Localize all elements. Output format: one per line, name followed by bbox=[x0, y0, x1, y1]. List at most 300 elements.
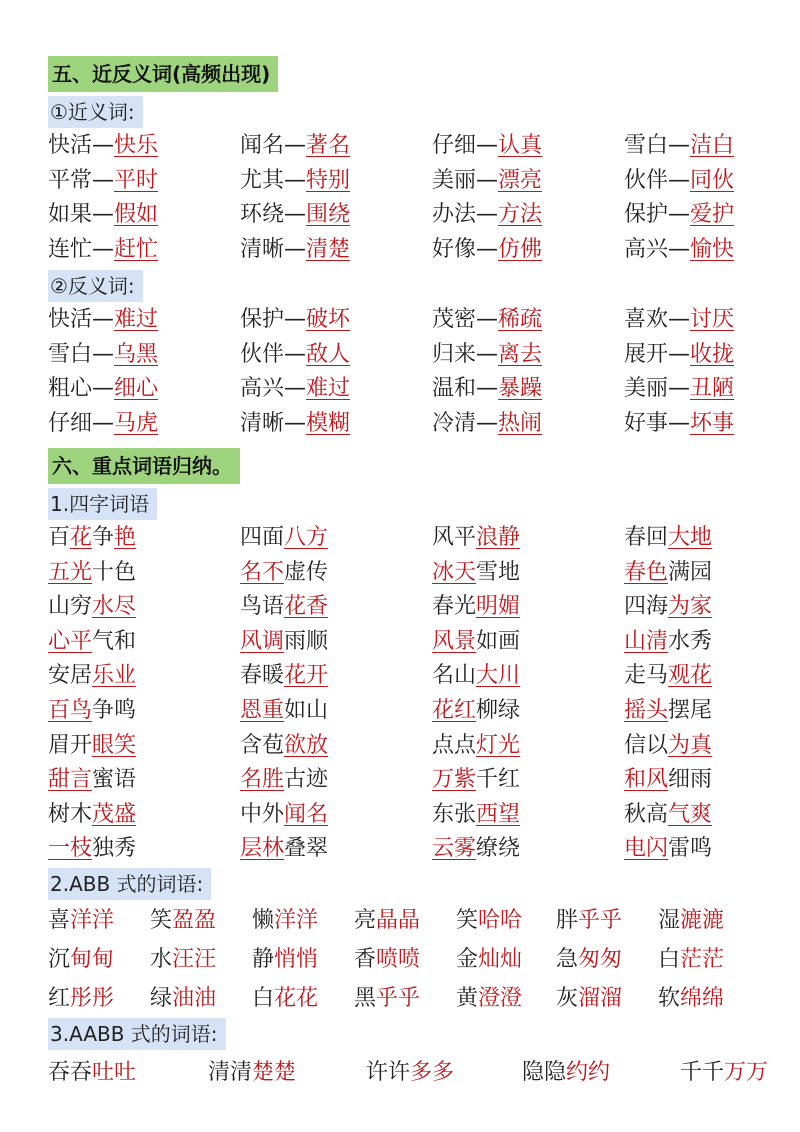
word-answer: 特别 bbox=[306, 167, 351, 193]
abb-a: 黄 bbox=[456, 986, 479, 1011]
idiom-given: 雷鸣 bbox=[668, 836, 713, 862]
word-pair bbox=[624, 338, 734, 372]
idiom-answer: 甜言 bbox=[48, 767, 93, 793]
idiom bbox=[240, 625, 328, 659]
idiom bbox=[48, 625, 136, 659]
idiom-answer: 欲放 bbox=[284, 732, 329, 758]
word-answer: 洁白 bbox=[690, 133, 735, 158]
word-key: 如果— bbox=[48, 202, 115, 227]
word-answer: 清楚 bbox=[306, 236, 351, 262]
word-answer: 漂亮 bbox=[498, 167, 543, 193]
word-key: 冷清— bbox=[432, 410, 499, 436]
abb-label: 2.ABB 式的词语: bbox=[48, 868, 211, 900]
idiom-answer: 恩重 bbox=[240, 698, 285, 723]
word-pair bbox=[624, 303, 734, 337]
idiom-given: 雨顺 bbox=[284, 628, 329, 654]
idiom-given: 蜜语 bbox=[92, 767, 137, 793]
word-pair bbox=[624, 407, 734, 441]
idiom-given: 争鸣 bbox=[92, 698, 137, 723]
aabb-bb: 吐吐 bbox=[92, 1060, 137, 1085]
idiom bbox=[240, 832, 328, 866]
abb-a: 软 bbox=[658, 986, 681, 1011]
idiom-given: 缭绕 bbox=[476, 836, 521, 862]
word-pair bbox=[48, 303, 158, 337]
idiom bbox=[432, 659, 520, 693]
word-key: 雪白— bbox=[48, 341, 115, 367]
abb-word bbox=[556, 943, 622, 977]
word-pair bbox=[240, 198, 350, 232]
idiom bbox=[624, 556, 712, 590]
word-key: 清晰— bbox=[240, 236, 307, 262]
idiom bbox=[48, 798, 136, 832]
four-char-label: 1.四字词语 bbox=[48, 488, 157, 520]
word-key: 环绕— bbox=[240, 202, 307, 227]
word-pair bbox=[432, 372, 542, 406]
word-row bbox=[0, 164, 800, 198]
idiom-given: 叠翠 bbox=[284, 836, 329, 862]
idiom bbox=[432, 832, 520, 866]
idiom-answer: 眼笑 bbox=[92, 732, 137, 758]
idiom-answer: 花香 bbox=[284, 594, 329, 620]
idiom-answer: 花开 bbox=[284, 663, 329, 689]
word-key: 尤其— bbox=[240, 167, 307, 193]
idiom bbox=[624, 590, 712, 624]
aabb-bb: 楚楚 bbox=[252, 1060, 297, 1085]
word-answer: 假如 bbox=[114, 202, 159, 227]
word-pair bbox=[240, 303, 350, 337]
idiom-row bbox=[0, 590, 800, 624]
idiom bbox=[240, 521, 328, 555]
idiom bbox=[624, 832, 712, 866]
word-answer: 模糊 bbox=[306, 410, 351, 436]
idiom-answer: 艳 bbox=[114, 525, 137, 550]
idiom-answer: 为家 bbox=[668, 594, 713, 620]
idiom-row bbox=[0, 694, 800, 728]
word-key: 美丽— bbox=[624, 376, 691, 401]
idiom-answer: 名不 bbox=[240, 559, 285, 585]
abb-word bbox=[456, 943, 522, 977]
idiom-given: 独秀 bbox=[92, 836, 137, 862]
idiom-given: 点点 bbox=[432, 732, 477, 758]
abb-a: 静 bbox=[252, 947, 275, 972]
idiom-given: 信以 bbox=[624, 732, 669, 758]
aabb-label: 3.AABB 式的词语: bbox=[48, 1018, 226, 1050]
idiom-answer: 冰天 bbox=[432, 559, 477, 585]
idiom bbox=[240, 556, 328, 590]
abb-a: 香 bbox=[354, 947, 377, 972]
word-answer: 热闹 bbox=[498, 410, 543, 436]
idiom-row bbox=[0, 763, 800, 797]
word-answer: 离去 bbox=[498, 341, 543, 367]
idiom-row bbox=[0, 798, 800, 832]
word-pair bbox=[432, 129, 542, 163]
word-pair bbox=[48, 129, 158, 163]
idiom-answer: 山清 bbox=[624, 628, 669, 654]
word-row bbox=[0, 407, 800, 441]
idiom-given: 山穷 bbox=[48, 594, 93, 620]
idiom-row bbox=[0, 521, 800, 555]
abb-bb: 喷喷 bbox=[376, 947, 421, 972]
abb-a: 懒 bbox=[252, 908, 275, 933]
word-pair bbox=[624, 233, 734, 267]
abb-word bbox=[252, 904, 318, 938]
abb-a: 笑 bbox=[456, 908, 479, 933]
idiom-given: 风平 bbox=[432, 525, 477, 550]
word-answer: 暴躁 bbox=[498, 376, 543, 401]
word-key: 高兴— bbox=[240, 376, 307, 401]
idiom bbox=[240, 590, 328, 624]
idiom-given: 千红 bbox=[476, 767, 521, 793]
word-key: 粗心— bbox=[48, 376, 115, 401]
aabb-aa: 吞吞 bbox=[48, 1060, 93, 1085]
idiom-given: 含苞 bbox=[240, 732, 285, 758]
idiom-answer: 云雾 bbox=[432, 836, 477, 862]
idiom bbox=[432, 521, 520, 555]
abb-word bbox=[150, 943, 216, 977]
idiom-given: 摆尾 bbox=[668, 698, 713, 723]
abb-bb: 乎乎 bbox=[578, 908, 623, 933]
word-answer: 坏事 bbox=[690, 410, 735, 436]
word-answer: 讨厌 bbox=[690, 307, 735, 332]
idiom-answer: 和风 bbox=[624, 767, 669, 793]
word-pair bbox=[240, 372, 350, 406]
abb-a: 黑 bbox=[354, 986, 377, 1011]
word-key: 清晰— bbox=[240, 410, 307, 436]
section6-title: 六、重点词语归纳。 bbox=[48, 448, 240, 484]
idiom-given: 四面 bbox=[240, 525, 285, 550]
word-pair bbox=[432, 338, 542, 372]
word-row bbox=[0, 129, 800, 163]
word-answer: 马虎 bbox=[114, 410, 159, 436]
idiom-given: 满园 bbox=[668, 559, 713, 585]
abb-a: 亮 bbox=[354, 908, 377, 933]
idiom-answer: 浪静 bbox=[476, 525, 521, 550]
idiom bbox=[48, 694, 136, 728]
idiom bbox=[624, 625, 712, 659]
idiom-given: 百 bbox=[48, 525, 71, 550]
aabb-word bbox=[208, 1056, 296, 1090]
word-answer: 同伙 bbox=[690, 167, 735, 193]
idiom-given: 柳绿 bbox=[476, 698, 521, 723]
abb-a: 笑 bbox=[150, 908, 173, 933]
word-key: 闻名— bbox=[240, 133, 307, 158]
word-pair bbox=[240, 233, 350, 267]
idiom-answer: 大川 bbox=[476, 663, 521, 689]
aabb-word bbox=[522, 1056, 610, 1090]
word-row bbox=[0, 233, 800, 267]
idiom-given: 如山 bbox=[284, 698, 329, 723]
abb-a: 金 bbox=[456, 947, 479, 972]
aabb-aa: 隐隐 bbox=[522, 1060, 567, 1085]
idiom-row bbox=[0, 729, 800, 763]
idiom-given: 雪地 bbox=[476, 559, 521, 585]
abb-word bbox=[658, 982, 724, 1016]
word-key: 仔细— bbox=[432, 133, 499, 158]
abb-word bbox=[48, 982, 114, 1016]
idiom-given: 水秀 bbox=[668, 628, 713, 654]
word-answer: 认真 bbox=[498, 133, 543, 158]
abb-a: 湿 bbox=[658, 908, 681, 933]
abb-a: 胖 bbox=[556, 908, 579, 933]
idiom-answer: 西望 bbox=[476, 801, 521, 827]
word-pair bbox=[48, 233, 158, 267]
word-key: 办法— bbox=[432, 202, 499, 227]
abb-a: 急 bbox=[556, 947, 579, 972]
word-key: 展开— bbox=[624, 341, 691, 367]
idiom-row bbox=[0, 625, 800, 659]
idiom bbox=[48, 729, 136, 763]
idiom-given: 走马 bbox=[624, 663, 669, 689]
abb-bb: 乎乎 bbox=[376, 986, 421, 1011]
abb-a: 白 bbox=[658, 947, 681, 972]
word-key: 好像— bbox=[432, 236, 499, 262]
idiom bbox=[432, 625, 520, 659]
synonyms-label: ①近义词: bbox=[48, 96, 143, 128]
abb-bb: 洋洋 bbox=[70, 908, 115, 933]
word-answer: 收拢 bbox=[690, 341, 735, 367]
word-answer: 方法 bbox=[498, 202, 543, 227]
word-pair bbox=[240, 407, 350, 441]
idiom-answer: 花 bbox=[70, 525, 93, 550]
aabb-word bbox=[48, 1056, 136, 1090]
abb-word bbox=[354, 904, 420, 938]
idiom-given: 如画 bbox=[476, 628, 521, 654]
idiom-given: 四海 bbox=[624, 594, 669, 620]
idiom bbox=[48, 521, 136, 555]
idiom bbox=[624, 798, 712, 832]
word-key: 高兴— bbox=[624, 236, 691, 262]
word-pair bbox=[432, 407, 542, 441]
word-answer: 围绕 bbox=[306, 202, 351, 227]
idiom bbox=[432, 556, 520, 590]
abb-bb: 茫茫 bbox=[680, 947, 725, 972]
idiom bbox=[624, 763, 712, 797]
idiom-answer: 春色 bbox=[624, 559, 669, 585]
section5-title: 五、近反义词(高频出现) bbox=[48, 56, 278, 92]
word-key: 伙伴— bbox=[240, 341, 307, 367]
idiom bbox=[624, 694, 712, 728]
idiom-answer: 明媚 bbox=[476, 594, 521, 620]
idiom-answer: 八方 bbox=[284, 525, 329, 550]
idiom-given: 眉开 bbox=[48, 732, 93, 758]
aabb-aa: 清清 bbox=[208, 1060, 253, 1085]
idiom bbox=[48, 763, 136, 797]
word-key: 快活— bbox=[48, 133, 115, 158]
idiom bbox=[624, 521, 712, 555]
abb-word bbox=[150, 982, 216, 1016]
idiom-given: 中外 bbox=[240, 801, 285, 827]
abb-bb: 哈哈 bbox=[478, 908, 523, 933]
abb-word bbox=[354, 943, 420, 977]
idiom bbox=[240, 798, 328, 832]
idiom-answer: 一枝 bbox=[48, 836, 93, 862]
idiom-answer: 茂盛 bbox=[92, 801, 137, 827]
idiom bbox=[432, 729, 520, 763]
abb-bb: 绵绵 bbox=[680, 986, 725, 1011]
abb-bb: 灿灿 bbox=[478, 947, 523, 972]
abb-word bbox=[658, 943, 724, 977]
abb-word bbox=[252, 982, 318, 1016]
abb-bb: 汪汪 bbox=[172, 947, 217, 972]
aabb-row bbox=[0, 1056, 800, 1090]
idiom-given: 名山 bbox=[432, 663, 477, 689]
word-key: 茂密— bbox=[432, 307, 499, 332]
idiom-given: 古迹 bbox=[284, 767, 329, 793]
abb-word bbox=[354, 982, 420, 1016]
idiom-answer: 万紫 bbox=[432, 767, 477, 793]
idiom-answer: 闻名 bbox=[284, 801, 329, 827]
abb-word bbox=[48, 943, 114, 977]
aabb-word bbox=[680, 1056, 768, 1090]
word-key: 雪白— bbox=[624, 133, 691, 158]
idiom-row bbox=[0, 556, 800, 590]
word-row bbox=[0, 338, 800, 372]
word-answer: 丑陋 bbox=[690, 376, 735, 401]
word-key: 仔细— bbox=[48, 410, 115, 436]
word-answer: 仿佛 bbox=[498, 236, 543, 262]
aabb-bb: 约约 bbox=[566, 1060, 611, 1085]
abb-word bbox=[252, 943, 318, 977]
word-pair bbox=[624, 129, 734, 163]
abb-bb: 晶晶 bbox=[376, 908, 421, 933]
word-answer: 乌黑 bbox=[114, 341, 159, 367]
idiom-given: 鸟语 bbox=[240, 594, 285, 620]
idiom-given: 细雨 bbox=[668, 767, 713, 793]
word-pair bbox=[432, 164, 542, 198]
abb-word bbox=[456, 982, 522, 1016]
idiom bbox=[624, 659, 712, 693]
word-answer: 难过 bbox=[114, 307, 159, 332]
idiom-answer: 五光 bbox=[48, 559, 93, 585]
word-pair bbox=[48, 372, 158, 406]
idiom-answer: 大地 bbox=[668, 525, 713, 550]
word-answer: 破坏 bbox=[306, 307, 351, 332]
word-key: 保护— bbox=[240, 307, 307, 332]
word-pair bbox=[624, 198, 734, 232]
idiom-answer: 名胜 bbox=[240, 767, 285, 793]
idiom-given: 争 bbox=[92, 525, 115, 550]
word-pair bbox=[432, 303, 542, 337]
word-key: 伙伴— bbox=[624, 167, 691, 193]
abb-word bbox=[48, 904, 114, 938]
idiom-given: 春暖 bbox=[240, 663, 285, 689]
word-key: 快活— bbox=[48, 307, 115, 332]
idiom bbox=[432, 763, 520, 797]
abb-bb: 油油 bbox=[172, 986, 217, 1011]
word-answer: 著名 bbox=[306, 133, 351, 158]
abb-word bbox=[556, 982, 622, 1016]
idiom-answer: 花红 bbox=[432, 698, 477, 723]
abb-bb: 盈盈 bbox=[172, 908, 217, 933]
idiom bbox=[432, 798, 520, 832]
idiom-answer: 风调 bbox=[240, 628, 285, 654]
abb-bb: 漉漉 bbox=[680, 908, 725, 933]
idiom-answer: 摇头 bbox=[624, 698, 669, 723]
word-answer: 快乐 bbox=[114, 133, 159, 158]
word-pair bbox=[432, 233, 542, 267]
abb-a: 水 bbox=[150, 947, 173, 972]
antonyms-label: ②反义词: bbox=[48, 270, 143, 302]
aabb-word bbox=[366, 1056, 454, 1090]
word-answer: 赶忙 bbox=[114, 236, 159, 262]
idiom-row bbox=[0, 659, 800, 693]
word-pair bbox=[240, 164, 350, 198]
idiom-row bbox=[0, 832, 800, 866]
word-key: 美丽— bbox=[432, 167, 499, 193]
word-key: 归来— bbox=[432, 341, 499, 367]
abb-bb: 花花 bbox=[274, 986, 319, 1011]
word-answer: 细心 bbox=[114, 376, 159, 401]
word-answer: 愉快 bbox=[690, 236, 735, 262]
abb-a: 喜 bbox=[48, 908, 71, 933]
abb-bb: 澄澄 bbox=[478, 986, 523, 1011]
abb-row bbox=[0, 982, 800, 1016]
idiom-given: 十色 bbox=[92, 559, 137, 585]
idiom bbox=[48, 659, 136, 693]
idiom-given: 春光 bbox=[432, 594, 477, 620]
idiom-given: 树木 bbox=[48, 801, 93, 827]
aabb-bb: 万万 bbox=[724, 1060, 769, 1085]
idiom bbox=[240, 659, 328, 693]
idiom-answer: 风景 bbox=[432, 628, 477, 654]
abb-a: 绿 bbox=[150, 986, 173, 1011]
word-row bbox=[0, 198, 800, 232]
aabb-aa: 许许 bbox=[366, 1060, 411, 1085]
idiom-answer: 乐业 bbox=[92, 663, 137, 689]
aabb-bb: 多多 bbox=[410, 1060, 455, 1085]
abb-row bbox=[0, 904, 800, 938]
word-row bbox=[0, 303, 800, 337]
word-answer: 敌人 bbox=[306, 341, 351, 367]
abb-bb: 洋洋 bbox=[274, 908, 319, 933]
abb-a: 灰 bbox=[556, 986, 579, 1011]
word-pair bbox=[48, 407, 158, 441]
word-answer: 平时 bbox=[114, 167, 159, 193]
abb-a: 红 bbox=[48, 986, 71, 1011]
abb-bb: 溜溜 bbox=[578, 986, 623, 1011]
abb-word bbox=[150, 904, 216, 938]
word-pair bbox=[624, 164, 734, 198]
word-pair bbox=[240, 338, 350, 372]
idiom bbox=[240, 694, 328, 728]
word-pair bbox=[48, 338, 158, 372]
word-row bbox=[0, 372, 800, 406]
word-key: 温和— bbox=[432, 376, 499, 401]
word-key: 好事— bbox=[624, 410, 691, 436]
idiom-given: 气和 bbox=[92, 628, 137, 654]
idiom bbox=[48, 832, 136, 866]
abb-bb: 彤彤 bbox=[70, 986, 115, 1011]
idiom-given: 东张 bbox=[432, 801, 477, 827]
word-pair bbox=[48, 198, 158, 232]
idiom bbox=[240, 763, 328, 797]
word-key: 喜欢— bbox=[624, 307, 691, 332]
idiom-answer: 层林 bbox=[240, 836, 285, 862]
abb-bb: 悄悄 bbox=[274, 947, 319, 972]
word-answer: 爱护 bbox=[690, 202, 735, 227]
idiom-answer: 灯光 bbox=[476, 732, 521, 758]
abb-word bbox=[556, 904, 622, 938]
word-pair bbox=[48, 164, 158, 198]
idiom-given: 秋高 bbox=[624, 801, 669, 827]
idiom bbox=[624, 729, 712, 763]
aabb-aa: 千千 bbox=[680, 1060, 725, 1085]
idiom bbox=[48, 556, 136, 590]
idiom bbox=[48, 590, 136, 624]
abb-word bbox=[658, 904, 724, 938]
idiom-answer: 为真 bbox=[668, 732, 713, 758]
abb-bb: 匆匆 bbox=[578, 947, 623, 972]
